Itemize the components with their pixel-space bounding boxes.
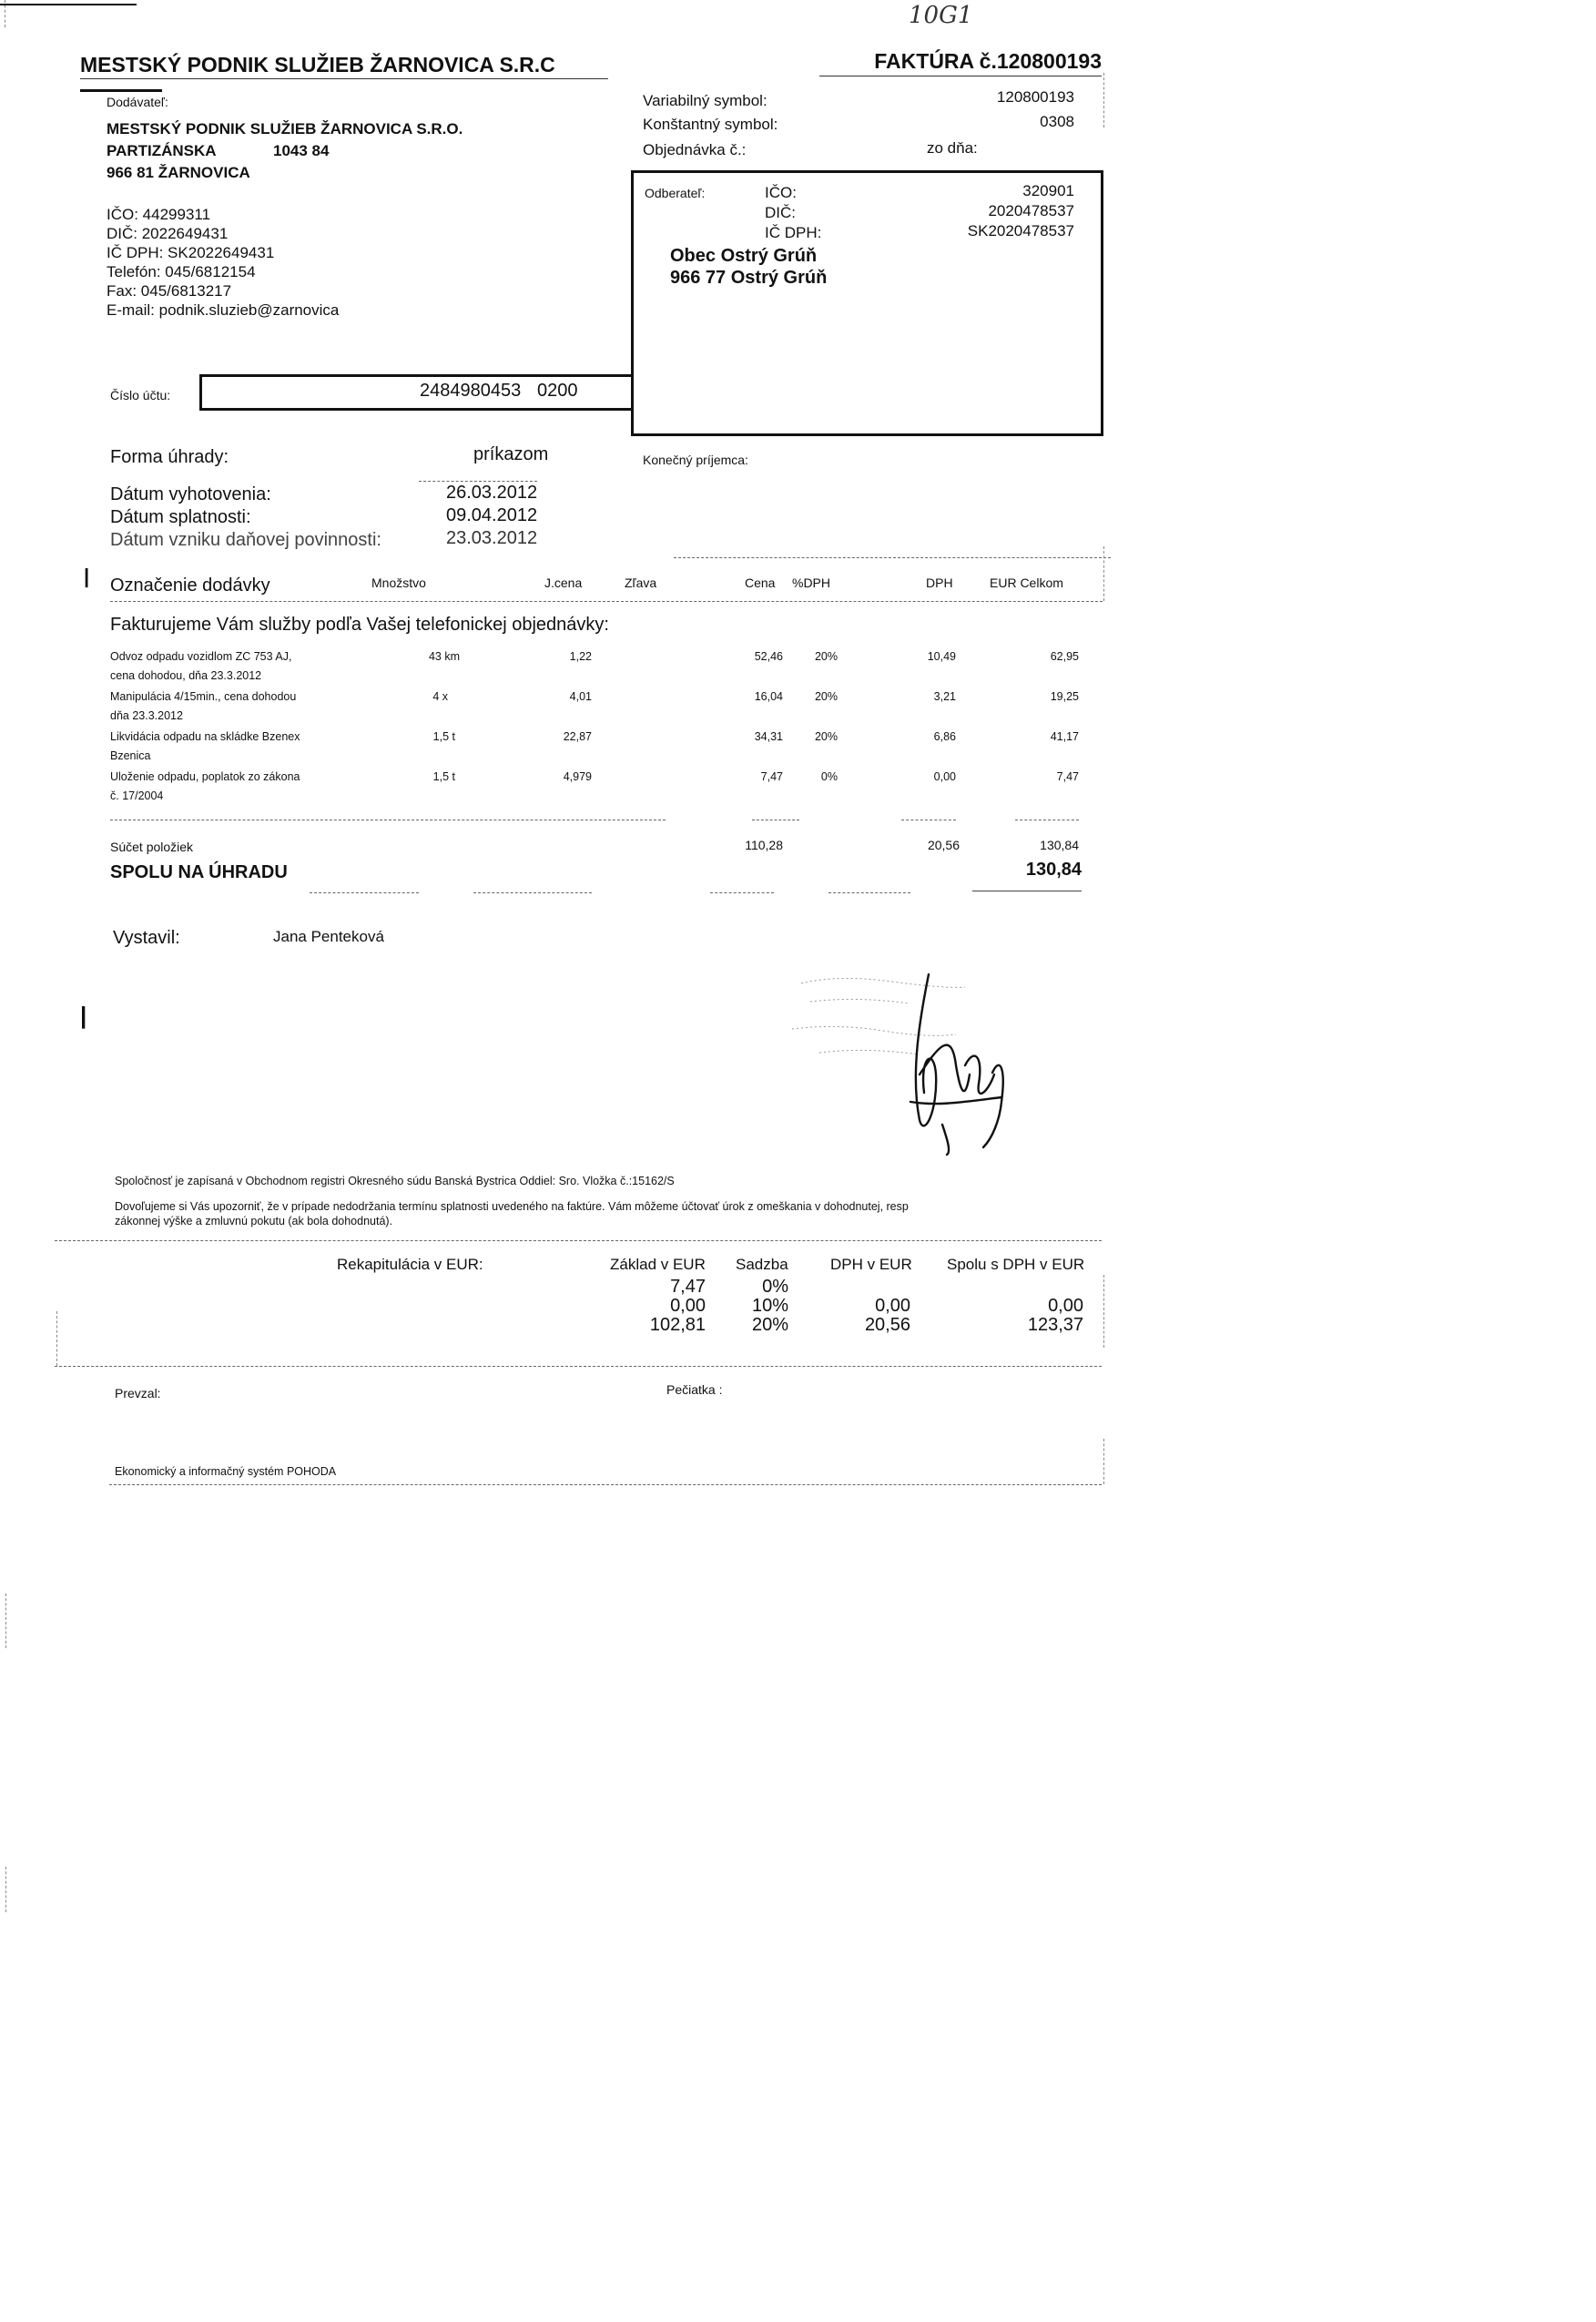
received-label: Prevzal: [115, 1386, 161, 1400]
recap-rate: 10% [751, 1296, 788, 1316]
payment-warning-line1: Dovoľujeme si Vás upozorniť, že v prípade nedodržania termínu splatnosti uvedeného na faktúre. Vám môžeme účtovať úrok z omeškania v dohodnutej, resp [115, 1200, 909, 1213]
recap-total: 123,37 [1027, 1315, 1083, 1335]
issuer-name: Jana Penteková [273, 928, 384, 945]
item-total: 19,25 [1050, 690, 1079, 703]
right-margin-dash [1103, 546, 1104, 601]
items-sum-label: Súčet položiek [110, 840, 194, 854]
header-underline [80, 78, 608, 79]
pay-rule-4 [828, 892, 910, 893]
col-designation: Označenie dodávky [110, 575, 270, 596]
right-margin-dash [1103, 1275, 1104, 1348]
left-margin-dash [56, 1311, 57, 1366]
supplier-phone: Telefón: 045/6812154 [107, 263, 256, 280]
item-total: 7,47 [1056, 770, 1079, 783]
pay-rule-1 [310, 892, 419, 893]
item-vat-rate: 0% [820, 770, 838, 783]
item-qty: 1,5 t [432, 770, 455, 783]
customer-icdph-value: SK2020478537 [967, 222, 1074, 239]
customer-dic-label: DIČ: [765, 204, 796, 221]
supplier-icdph: IČ DPH: SK2022649431 [107, 244, 275, 261]
item-price: 52,46 [754, 650, 783, 663]
issue-date-label: Dátum vyhotovenia: [110, 484, 271, 504]
due-date-value: 09.04.2012 [446, 505, 538, 525]
header-rule [674, 557, 1111, 558]
supplier-label: Dodávateľ: [107, 95, 168, 109]
customer-label: Odberateľ: [645, 186, 706, 200]
total-to-pay-label: SPOLU NA ÚHRADU [110, 862, 288, 882]
signature [783, 965, 1029, 1156]
item-desc-line1: Manipulácia 4/15min., cena dohodou [110, 690, 297, 703]
recap-col-total: Spolu s DPH v EUR [947, 1256, 1085, 1273]
recap-vat: 0,00 [875, 1296, 910, 1316]
corner-handwritten-mark: 10G1 [909, 2, 973, 29]
item-desc-line1: Uloženie odpadu, poplatok zo zákona [110, 770, 300, 783]
bottom-rule [109, 1484, 1102, 1485]
customer-ico-label: IČO: [765, 184, 797, 201]
variable-symbol-label: Variabilný symbol: [643, 92, 768, 109]
item-unit-price: 4,01 [569, 690, 592, 703]
left-margin-dash [5, 1867, 6, 1912]
items-header-rule [110, 601, 1103, 602]
recap-col-rate: Sadzba [736, 1256, 788, 1273]
intro-text: Fakturujeme Vám služby podľa Vašej telefonickej objednávky: [110, 615, 609, 635]
item-unit-price: 22,87 [563, 730, 592, 743]
supplier-email: E-mail: podnik.sluzieb@zarnovica [107, 301, 340, 319]
col-vat-rate: %DPH [792, 575, 831, 590]
constant-symbol-value: 0308 [1040, 113, 1074, 130]
customer-ico-value: 320901 [1022, 182, 1074, 199]
account-number: 2484980453 [420, 381, 522, 401]
item-vat-rate: 20% [814, 730, 838, 743]
supplier-city: 966 81 ŽARNOVICA [107, 164, 250, 181]
order-number-label: Objednávka č.: [643, 141, 747, 158]
variable-symbol-value: 120800193 [996, 88, 1074, 106]
recap-title: Rekapitulácia v EUR: [337, 1256, 483, 1273]
customer-dic-value: 2020478537 [988, 202, 1074, 219]
constant-symbol-label: Konštantný symbol: [643, 116, 778, 133]
company-header: MESTSKÝ PODNIK SLUŽIEB ŽARNOVICA S.R.C [80, 53, 555, 76]
recap-base: 7,47 [670, 1277, 706, 1297]
issue-date-value: 26.03.2012 [446, 483, 538, 503]
items-sum-total: 130,84 [1040, 838, 1079, 852]
recap-base: 102,81 [649, 1315, 706, 1335]
item-unit-price: 4,979 [563, 770, 592, 783]
supplier-street-number: 1043 84 [273, 142, 330, 159]
item-desc-line2: cena dohodou, dňa 23.3.2012 [110, 669, 262, 682]
item-desc-line2: č. 17/2004 [110, 789, 164, 802]
item-vat: 10,49 [927, 650, 956, 663]
customer-name: Obec Ostrý Grúň [670, 246, 818, 266]
item-unit-price: 1,22 [569, 650, 592, 663]
payment-form-label: Forma úhrady: [110, 447, 229, 467]
left-margin-mark: | [84, 565, 90, 587]
col-total: EUR Celkom [990, 575, 1063, 590]
account-bank-code: 0200 [537, 381, 578, 401]
right-margin-dash [1103, 1439, 1104, 1484]
customer-icdph-label: IČ DPH: [765, 224, 822, 241]
recap-total: 0,00 [1048, 1296, 1083, 1316]
supplier-dic: DIČ: 2022649431 [107, 225, 229, 242]
scan-top-rule [0, 4, 137, 5]
item-qty: 43 km [428, 650, 460, 663]
registry-note: Spoločnosť je zapísaná v Obchodnom registri Okresného súdu Banská Bystrica Oddiel: Sro. Vložka č.:15162/S [115, 1175, 675, 1187]
payment-form-value: príkazom [473, 444, 549, 464]
item-qty: 4 x [432, 690, 448, 703]
item-price: 7,47 [760, 770, 783, 783]
item-price: 34,31 [754, 730, 783, 743]
payment-warning-line2: zákonnej výške a zmluvnú pokutu (ak bola dohodnutá). [115, 1215, 393, 1227]
left-margin-mark-2: | [80, 1002, 87, 1029]
col-vat: DPH [926, 575, 953, 590]
items-sum-vat: 20,56 [927, 838, 960, 852]
col-discount: Zľava [625, 575, 657, 590]
col-unit-price: J.cena [544, 575, 583, 590]
item-desc-line1: Odvoz odpadu vozidlom ZC 753 AJ, [110, 650, 292, 663]
tax-date-label: Dátum vzniku daňovej povinnosti: [110, 530, 381, 550]
recap-col-vat: DPH v EUR [830, 1256, 912, 1273]
item-vat-rate: 20% [814, 650, 838, 663]
item-total: 62,95 [1050, 650, 1079, 663]
item-vat: 0,00 [933, 770, 956, 783]
software-note: Ekonomický a informačný systém POHODA [115, 1465, 337, 1478]
left-margin-dash [5, 1594, 6, 1648]
account-label: Číslo účtu: [110, 388, 171, 402]
item-qty: 1,5 t [432, 730, 455, 743]
recap-rate: 20% [751, 1315, 788, 1335]
item-vat: 6,86 [933, 730, 956, 743]
supplier-ico: IČO: 44299311 [107, 206, 211, 223]
recap-vat: 20,56 [864, 1315, 910, 1335]
supplier-street: PARTIZÁNSKA [107, 142, 217, 159]
item-vat-rate: 20% [814, 690, 838, 703]
item-desc-line1: Likvidácia odpadu na skládke Bzenex [110, 730, 300, 743]
customer-city: 966 77 Ostrý Grúň [670, 268, 828, 288]
invoice-title: FAKTÚRA č.120800193 [874, 49, 1102, 73]
recap-rate: 0% [762, 1277, 788, 1297]
item-price: 16,04 [754, 690, 783, 703]
total-to-pay-value: 130,84 [1025, 860, 1082, 880]
recap-bottom-rule [55, 1366, 1102, 1367]
header-accent-rule [80, 89, 162, 92]
date-rule [419, 481, 537, 482]
tax-date-value: 23.03.2012 [446, 528, 538, 548]
supplier-fax: Fax: 045/6813217 [107, 282, 232, 300]
col-price: Cena [745, 575, 776, 590]
order-date-label: zo dňa: [927, 139, 978, 157]
issuer-label: Vystavil: [113, 928, 180, 948]
pay-rule-3 [710, 892, 774, 893]
col-quantity: Množstvo [371, 575, 426, 590]
items-sum-price: 110,28 [745, 838, 783, 852]
item-desc-line2: dňa 23.3.2012 [110, 709, 183, 722]
recap-base: 0,00 [670, 1296, 706, 1316]
final-recipient-label: Konečný príjemca: [643, 453, 748, 467]
supplier-name: MESTSKÝ PODNIK SLUŽIEB ŽARNOVICA S.R.O. [107, 120, 463, 137]
footer-rule [55, 1240, 1102, 1241]
item-desc-line2: Bzenica [110, 749, 151, 762]
pay-rule-2 [473, 892, 592, 893]
due-date-label: Dátum splatnosti: [110, 507, 251, 527]
item-vat: 3,21 [933, 690, 956, 703]
recap-col-base: Základ v EUR [610, 1256, 706, 1273]
item-total: 41,17 [1050, 730, 1079, 743]
right-margin-dash [1103, 73, 1104, 127]
stamp-label: Pečiatka : [666, 1382, 723, 1397]
